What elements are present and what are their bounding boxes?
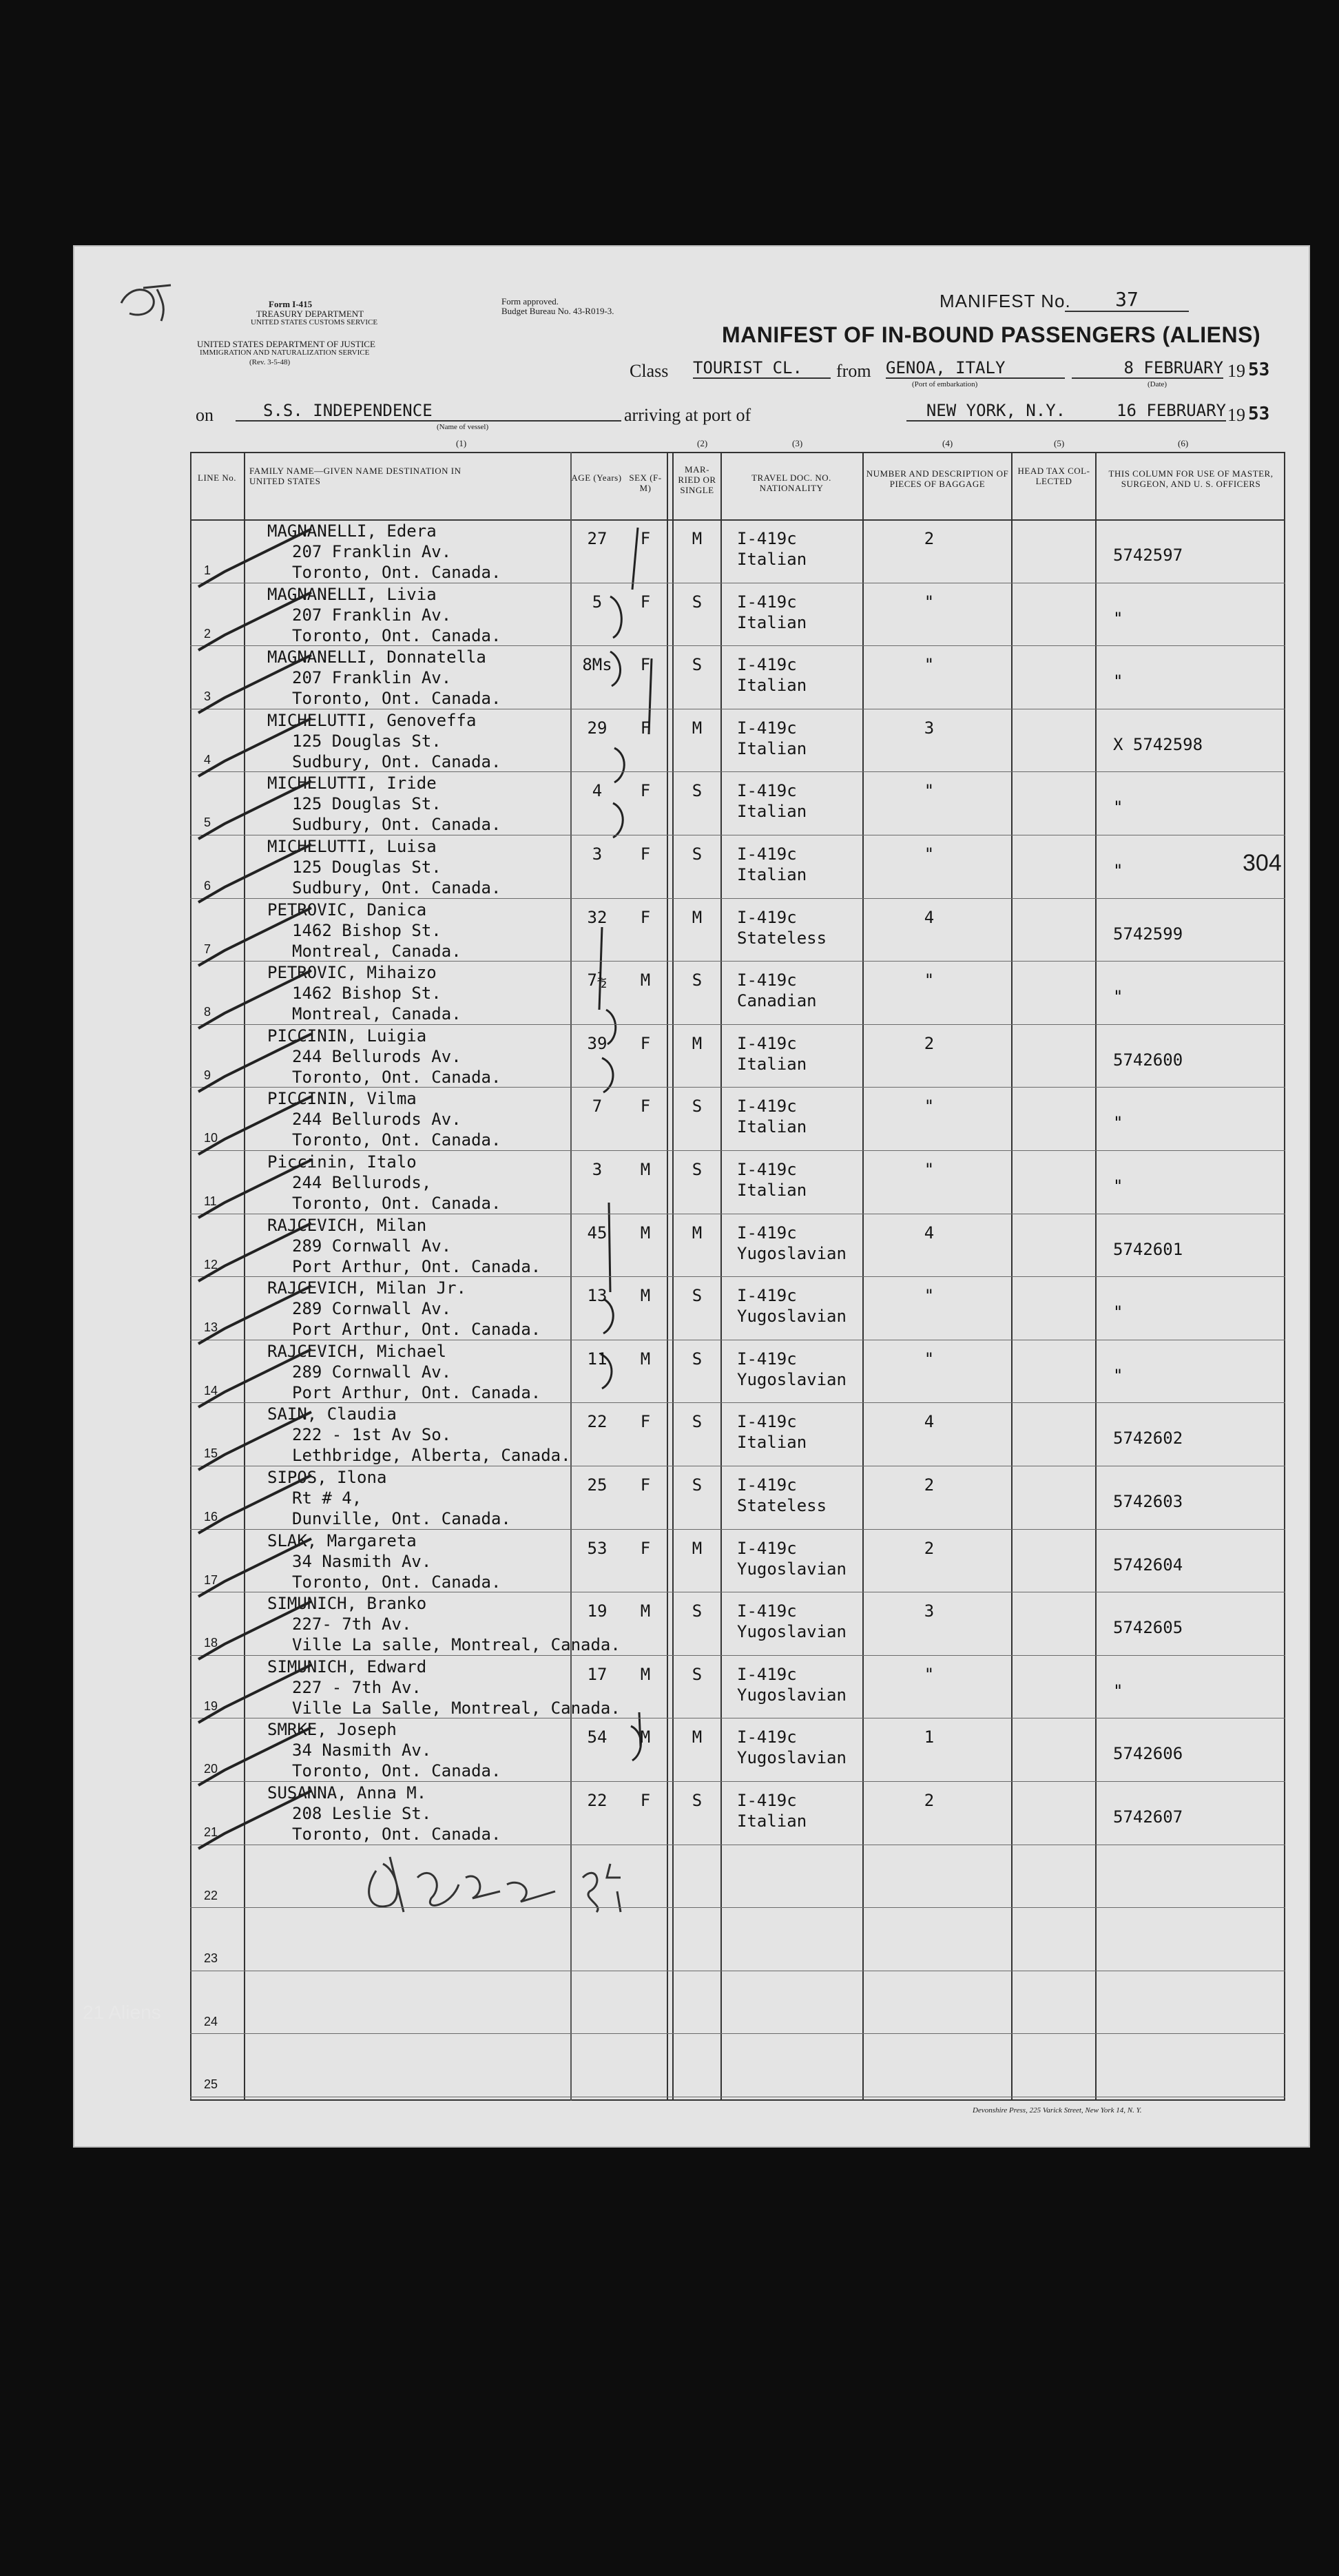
justice-dept: UNITED STATES DEPARTMENT OF JUSTICE	[197, 339, 375, 349]
col-number-1: (1)	[456, 438, 467, 448]
passenger-name: SIPOS, Ilona	[267, 1468, 387, 1487]
baggage-count: "	[924, 781, 935, 801]
handwritten-corner-mark	[116, 282, 178, 324]
passenger-sex: M	[640, 1349, 651, 1369]
passenger-sex: F	[640, 1033, 651, 1053]
travel-doc-number: I-419c	[737, 1664, 797, 1684]
passenger-sex: M	[640, 1286, 651, 1306]
arriving-label: arriving at port of	[624, 405, 751, 425]
passenger-marital-status: S	[692, 1097, 703, 1116]
officer-number: 5742601	[1113, 1239, 1183, 1259]
header-married: MAR-RIED OR SINGLE	[678, 464, 716, 495]
travel-doc-number: I-419c	[737, 1349, 797, 1369]
travel-doc-number: I-419c	[737, 781, 797, 801]
officer-number: "	[1113, 672, 1123, 692]
passenger-marital-status: S	[692, 592, 703, 612]
baggage-count: "	[924, 1286, 935, 1306]
nationality: Italian	[737, 1054, 807, 1074]
passenger-address-street: 207 Franklin Av.	[292, 668, 452, 688]
passenger-address-city: Port Arthur, Ont. Canada.	[292, 1320, 541, 1340]
officer-signature	[355, 1836, 645, 1933]
officer-number: 5742607	[1113, 1807, 1183, 1827]
baggage-count: "	[924, 1097, 935, 1116]
passenger-address-street: 34 Nasmith Av.	[292, 1741, 432, 1760]
passenger-address-street: 289 Cornwall Av.	[292, 1236, 452, 1256]
line-number: 14	[204, 1383, 218, 1398]
baggage-count: 4	[924, 1412, 935, 1432]
col-number-3: (3)	[792, 438, 803, 448]
line-number: 6	[204, 879, 211, 893]
passenger-age: 5	[592, 592, 603, 612]
passenger-age: 19	[587, 1601, 608, 1621]
travel-doc-number: I-419c	[737, 1223, 797, 1243]
passenger-name: MAGNANELLI, Edera	[267, 521, 437, 541]
year-prefix: 19	[1227, 361, 1245, 381]
travel-doc-number: I-419c	[737, 1727, 797, 1747]
passenger-sex: F	[640, 1475, 651, 1495]
passenger-marital-status: M	[692, 1033, 703, 1053]
passenger-address-city: Port Arthur, Ont. Canada.	[292, 1382, 541, 1402]
travel-doc-number: I-419c	[737, 718, 797, 738]
travel-doc-number: I-419c	[737, 970, 797, 990]
passenger-address-street: 244 Bellurods,	[292, 1173, 432, 1192]
manifest-number: 37	[1065, 288, 1189, 312]
passenger-name: MAGNANELLI, Donnatella	[267, 647, 486, 667]
passenger-age: 11	[587, 1349, 608, 1369]
line-number: 13	[204, 1320, 218, 1335]
travel-doc-number: I-419c	[737, 844, 797, 864]
passenger-address-street: 207 Franklin Av.	[292, 542, 452, 561]
nationality: Yugoslavian	[737, 1622, 847, 1642]
form-approved: Form approved.	[501, 296, 559, 307]
passenger-address-city: Montreal, Canada.	[292, 941, 461, 961]
line-number: 18	[204, 1636, 218, 1650]
baggage-count: "	[924, 655, 935, 675]
passenger-age: 4	[592, 781, 603, 801]
passenger-address-street: 1462 Bishop St.	[292, 920, 442, 940]
passenger-marital-status: S	[692, 1349, 703, 1369]
passenger-age: 3	[592, 844, 603, 864]
passenger-address-street: 222 - 1st Av So.	[292, 1425, 452, 1445]
nationality: Italian	[737, 1117, 807, 1137]
passenger-name: SMRKE, Joseph	[267, 1720, 397, 1740]
header-baggage: NUMBER AND DESCRIPTION OF PIECES OF BAGGAGE	[866, 468, 1009, 489]
passenger-marital-status: S	[692, 970, 703, 990]
manifest-label: MANIFEST No.	[940, 291, 1071, 311]
passenger-address-city: Toronto, Ont. Canada.	[292, 1067, 501, 1087]
nationality: Yugoslavian	[737, 1243, 847, 1263]
passenger-address-city: Toronto, Ont. Canada.	[292, 1130, 501, 1150]
passenger-marital-status: S	[692, 844, 703, 864]
header-line-no: LINE No.	[198, 472, 236, 483]
nationality: Canadian	[737, 991, 817, 1011]
passenger-address-street: 125 Douglas St.	[292, 858, 442, 877]
travel-doc-number: I-419c	[737, 1160, 797, 1179]
header-name: FAMILY NAME—GIVEN NAME DESTINATION IN UNITED STATES	[249, 466, 461, 486]
customs-service: UNITED STATES CUSTOMS SERVICE	[251, 318, 378, 326]
passenger-name: PICCININ, Luigia	[267, 1026, 427, 1046]
passenger-sex: F	[640, 781, 651, 801]
passenger-marital-status: S	[692, 1791, 703, 1810]
passenger-name: RAJCEVICH, Milan	[267, 1215, 427, 1235]
passenger-age: 45	[587, 1223, 608, 1243]
line-number: 20	[204, 1762, 218, 1776]
nationality: Italian	[737, 676, 807, 696]
passenger-age: 7	[592, 1097, 603, 1116]
passenger-name: PETROVIC, Danica	[267, 900, 427, 920]
passenger-sex: F	[640, 529, 651, 548]
officer-number: 5742597	[1113, 546, 1183, 565]
baggage-count: "	[924, 1664, 935, 1684]
passenger-address-street: 1462 Bishop St.	[292, 984, 442, 1004]
travel-doc-number: I-419c	[737, 1097, 797, 1116]
passenger-name: SIMUNICH, Edward	[267, 1656, 427, 1676]
manifest-title: MANIFEST OF IN-BOUND PASSENGERS (ALIENS)	[722, 322, 1261, 347]
class-value: TOURIST CL.	[693, 358, 831, 379]
arrival-year: 53	[1248, 404, 1270, 424]
line-number: 17	[204, 1572, 218, 1587]
passenger-address-city: Toronto, Ont. Canada.	[292, 1825, 501, 1844]
officer-number: 5742603	[1113, 1492, 1183, 1511]
passenger-address-city: Toronto, Ont. Canada.	[292, 563, 501, 582]
baggage-count: 2	[924, 1033, 935, 1053]
passenger-address-city: Sudbury, Ont. Canada.	[292, 751, 501, 771]
passenger-marital-status: M	[692, 1223, 703, 1243]
line-number: 12	[204, 1257, 218, 1271]
line-number: 7	[204, 942, 211, 956]
vessel-name: S.S. INDEPENDENCE	[236, 401, 621, 422]
baggage-count: "	[924, 592, 935, 612]
travel-doc-number: I-419c	[737, 1286, 797, 1306]
passenger-marital-status: S	[692, 781, 703, 801]
nationality: Italian	[737, 550, 807, 569]
line-number: 4	[204, 752, 211, 767]
passenger-age: 8Ms	[582, 655, 612, 675]
passenger-marital-status: S	[692, 1664, 703, 1684]
travel-doc-number: I-419c	[737, 1538, 797, 1558]
baggage-count: 2	[924, 1475, 935, 1495]
passenger-address-street: 227 - 7th Av.	[292, 1677, 422, 1697]
passenger-marital-status: M	[692, 1538, 703, 1558]
form-number: Form I-415	[269, 299, 313, 309]
nationality: Yugoslavian	[737, 1748, 847, 1768]
port-of-embarkation: GENOA, ITALY	[886, 358, 1065, 379]
col-number-5: (5)	[1054, 438, 1065, 448]
ins-service: IMMIGRATION AND NATURALIZATION SERVICE	[200, 349, 370, 357]
row-rule	[190, 1907, 1285, 1908]
passenger-age: 7½	[587, 970, 608, 990]
nationality: Italian	[737, 1433, 807, 1453]
header-travel-doc: TRAVEL DOC. NO. NATIONALITY	[751, 472, 831, 493]
passenger-address-street: 125 Douglas St.	[292, 731, 442, 751]
passenger-sex: F	[640, 1791, 651, 1810]
line-number: 24	[204, 2014, 218, 2028]
passenger-name: PETROVIC, Mihaizo	[267, 963, 437, 983]
line-number: 3	[204, 689, 211, 704]
header-sex: SEX (F-M)	[629, 472, 662, 493]
nationality: Yugoslavian	[737, 1559, 847, 1579]
line-number: 9	[204, 1068, 211, 1082]
passenger-sex: M	[640, 1601, 651, 1621]
travel-doc-number: I-419c	[737, 1475, 797, 1495]
passenger-name: RAJCEVICH, Milan Jr.	[267, 1278, 466, 1298]
officer-number: "	[1113, 1113, 1123, 1133]
officer-number: "	[1113, 1176, 1123, 1196]
passenger-address-city: Toronto, Ont. Canada.	[292, 1761, 501, 1781]
passenger-address-city: Sudbury, Ont. Canada.	[292, 815, 501, 835]
baggage-count: 2	[924, 529, 935, 548]
baggage-count: "	[924, 844, 935, 864]
baggage-count: "	[924, 1160, 935, 1179]
line-number: 25	[204, 2077, 218, 2092]
passenger-marital-status: M	[692, 718, 703, 738]
passenger-marital-status: M	[692, 529, 703, 548]
passenger-marital-status: S	[692, 1286, 703, 1306]
passenger-sex: F	[640, 718, 651, 738]
passenger-marital-status: M	[692, 1727, 703, 1747]
embarkation-date: 8 FEBRUARY	[1072, 358, 1223, 379]
passenger-address-street: 207 Franklin Av.	[292, 605, 452, 625]
passenger-marital-status: S	[692, 1601, 703, 1621]
col-number-6: (6)	[1178, 438, 1189, 448]
nationality: Stateless	[737, 1496, 827, 1515]
travel-doc-number: I-419c	[737, 907, 797, 927]
passenger-address-city: Montreal, Canada.	[292, 1004, 461, 1024]
passenger-address-street: 289 Cornwall Av.	[292, 1362, 452, 1382]
line-number: 1	[204, 563, 211, 577]
passenger-address-street: 244 Bellurods Av.	[292, 1110, 461, 1130]
nationality: Italian	[737, 865, 807, 884]
line-number: 10	[204, 1131, 218, 1145]
passenger-address-city: Sudbury, Ont. Canada.	[292, 878, 501, 897]
travel-doc-number: I-419c	[737, 1601, 797, 1621]
passenger-address-city: Port Arthur, Ont. Canada.	[292, 1256, 541, 1276]
passenger-name: MAGNANELLI, Livia	[267, 584, 437, 604]
passenger-name: SUSANNA, Anna M.	[267, 1783, 427, 1803]
passenger-address-street: 125 Douglas St.	[292, 794, 442, 814]
officer-number: 5742602	[1113, 1429, 1183, 1448]
passenger-address-city: Lethbridge, Alberta, Canada.	[292, 1446, 571, 1466]
officer-number: 5742606	[1113, 1744, 1183, 1764]
passenger-address-city: Toronto, Ont. Canada.	[292, 625, 501, 645]
line-number: 19	[204, 1699, 218, 1713]
officer-number: X 5742598	[1113, 734, 1203, 754]
passenger-sex: M	[640, 970, 651, 990]
nationality: Italian	[737, 1811, 807, 1831]
passenger-name: MICHELUTTI, Genoveffa	[267, 710, 477, 730]
arrival-port: NEW YORK, N.Y.	[906, 401, 1086, 422]
passenger-age: 32	[587, 907, 608, 927]
passenger-sex: F	[640, 907, 651, 927]
travel-doc-number: I-419c	[737, 1412, 797, 1432]
passenger-marital-status: S	[692, 1412, 703, 1432]
passenger-address-street: 208 Leslie St.	[292, 1804, 432, 1823]
date-caption: (Date)	[1148, 380, 1167, 388]
passenger-marital-status: M	[692, 907, 703, 927]
officer-number: 5742604	[1113, 1555, 1183, 1575]
budget-bureau: Budget Bureau No. 43-R019-3.	[501, 306, 614, 316]
passenger-sex: F	[640, 844, 651, 864]
passenger-address-street: 34 Nasmith Av.	[292, 1551, 432, 1571]
passenger-address-street: 244 Bellurods Av.	[292, 1046, 461, 1066]
nationality: Yugoslavian	[737, 1307, 847, 1327]
baggage-count: 4	[924, 907, 935, 927]
passenger-address-city: Toronto, Ont. Canada.	[292, 689, 501, 709]
baggage-count: 2	[924, 1538, 935, 1558]
line-number: 16	[204, 1510, 218, 1524]
passenger-name: Piccinin, Italo	[267, 1152, 417, 1172]
passenger-age: 25	[587, 1475, 608, 1495]
col-number-4: (4)	[942, 438, 953, 448]
passenger-age: 54	[587, 1727, 608, 1747]
passenger-address-city: Ville La salle, Montreal, Canada.	[292, 1635, 621, 1655]
nationality: Italian	[737, 738, 807, 758]
travel-doc-number: I-419c	[737, 1791, 797, 1810]
header-head-tax: HEAD TAX COL-LECTED	[1017, 466, 1090, 486]
vessel-caption: (Name of vessel)	[437, 423, 489, 431]
passenger-address-city: Ville La Salle, Montreal, Canada.	[292, 1698, 621, 1718]
nationality: Italian	[737, 612, 807, 632]
officer-number: 5742600	[1113, 1050, 1183, 1070]
travel-doc-number: I-419c	[737, 592, 797, 612]
printer-imprint: Devonshire Press, 225 Varick Street, New York 14, N. Y.	[973, 2106, 1142, 2115]
officer-number: "	[1113, 1365, 1123, 1385]
nationality: Stateless	[737, 928, 827, 948]
passenger-sex: F	[640, 1538, 651, 1558]
passenger-sex: F	[640, 655, 651, 675]
line-number: 15	[204, 1446, 218, 1461]
baggage-count: 3	[924, 718, 935, 738]
officer-number: 5742599	[1113, 924, 1183, 944]
passenger-sex: F	[640, 1412, 651, 1432]
nationality: Yugoslavian	[737, 1369, 847, 1389]
passenger-age: 17	[587, 1664, 608, 1684]
line-number: 11	[204, 1194, 217, 1208]
header-age: AGE (Years)	[571, 472, 622, 483]
baggage-count: "	[924, 1349, 935, 1369]
passenger-age: 53	[587, 1538, 608, 1558]
passenger-name: SIMUNICH, Branko	[267, 1594, 427, 1614]
treasury-dept: TREASURY DEPARTMENT	[256, 309, 364, 319]
passenger-address-city: Dunville, Ont. Canada.	[292, 1509, 511, 1528]
passenger-sex: M	[640, 1727, 651, 1747]
travel-doc-number: I-419c	[737, 1033, 797, 1053]
line-number: 22	[204, 1888, 218, 1902]
passenger-sex: F	[640, 1097, 651, 1116]
passenger-age: 13	[587, 1286, 608, 1306]
line-number: 23	[204, 1951, 218, 1966]
passenger-sex: M	[640, 1223, 651, 1243]
baggage-count: 1	[924, 1727, 935, 1747]
port-embark-caption: (Port of embarkation)	[912, 380, 978, 388]
passenger-name: PICCININ, Vilma	[267, 1089, 417, 1109]
line-number: 21	[204, 1825, 218, 1839]
passenger-sex: M	[640, 1160, 651, 1179]
travel-doc-number: I-419c	[737, 529, 797, 548]
passenger-address-street: Rt # 4,	[292, 1488, 362, 1508]
officer-number: 5742605	[1113, 1618, 1183, 1638]
nationality: Italian	[737, 1181, 807, 1200]
passenger-age: 22	[587, 1412, 608, 1432]
manifest-page	[73, 245, 1310, 2148]
revision: (Rev. 3-5-48)	[249, 358, 291, 366]
passenger-marital-status: S	[692, 1475, 703, 1495]
passenger-name: SLAK, Margareta	[267, 1530, 417, 1550]
from-label: from	[836, 361, 871, 381]
passenger-sex: F	[640, 592, 651, 612]
baggage-count: 3	[924, 1601, 935, 1621]
officer-number: "	[1113, 608, 1123, 628]
passenger-age: 3	[592, 1160, 603, 1179]
class-label: Class	[630, 361, 669, 381]
passenger-address-street: 227- 7th Av.	[292, 1614, 412, 1634]
baggage-count: "	[924, 970, 935, 990]
aliens-total: 21 Aliens	[83, 2002, 161, 2023]
baggage-count: 2	[924, 1791, 935, 1810]
passenger-name: MICHELUTTI, Iride	[267, 773, 437, 793]
passenger-name: SAIN, Claudia	[267, 1404, 397, 1424]
nationality: Yugoslavian	[737, 1685, 847, 1705]
passenger-address-city: Toronto, Ont. Canada.	[292, 1194, 501, 1213]
passenger-age: 39	[587, 1033, 608, 1053]
line-number: 5	[204, 816, 211, 830]
arrival-date: 16 FEBRUARY	[1086, 401, 1226, 422]
passenger-address-city: Toronto, Ont. Canada.	[292, 1572, 501, 1592]
officer-number: "	[1113, 1681, 1123, 1701]
on-label: on	[196, 405, 214, 425]
passenger-age: 22	[587, 1791, 608, 1810]
page-stamp: 304	[1243, 850, 1282, 876]
officer-number: "	[1113, 861, 1123, 880]
col-number-2: (2)	[697, 438, 708, 448]
travel-doc-number: I-419c	[737, 655, 797, 675]
embarkation-year: 53	[1248, 360, 1270, 380]
nationality: Italian	[737, 802, 807, 822]
baggage-count: 4	[924, 1223, 935, 1243]
arrival-year-prefix: 19	[1227, 405, 1245, 425]
check-mark	[194, 1785, 318, 1861]
passenger-name: RAJCEVICH, Michael	[267, 1341, 447, 1361]
passenger-age: 29	[587, 718, 608, 738]
header-officers: THIS COLUMN FOR USE OF MASTER, SURGEON, AND U. S. OFFICERS	[1108, 468, 1274, 489]
passenger-age: 27	[587, 529, 608, 548]
officer-number: "	[1113, 987, 1123, 1007]
passenger-name: MICHELUTTI, Luisa	[267, 837, 437, 856]
line-number: 8	[204, 1005, 211, 1019]
row-rule	[190, 2033, 1285, 2034]
officer-number: "	[1113, 1302, 1123, 1322]
passenger-sex: M	[640, 1664, 651, 1684]
officer-number: "	[1113, 798, 1123, 818]
line-number: 2	[204, 626, 211, 641]
passenger-address-street: 289 Cornwall Av.	[292, 1299, 452, 1319]
passenger-marital-status: S	[692, 1160, 703, 1179]
passenger-marital-status: S	[692, 655, 703, 675]
